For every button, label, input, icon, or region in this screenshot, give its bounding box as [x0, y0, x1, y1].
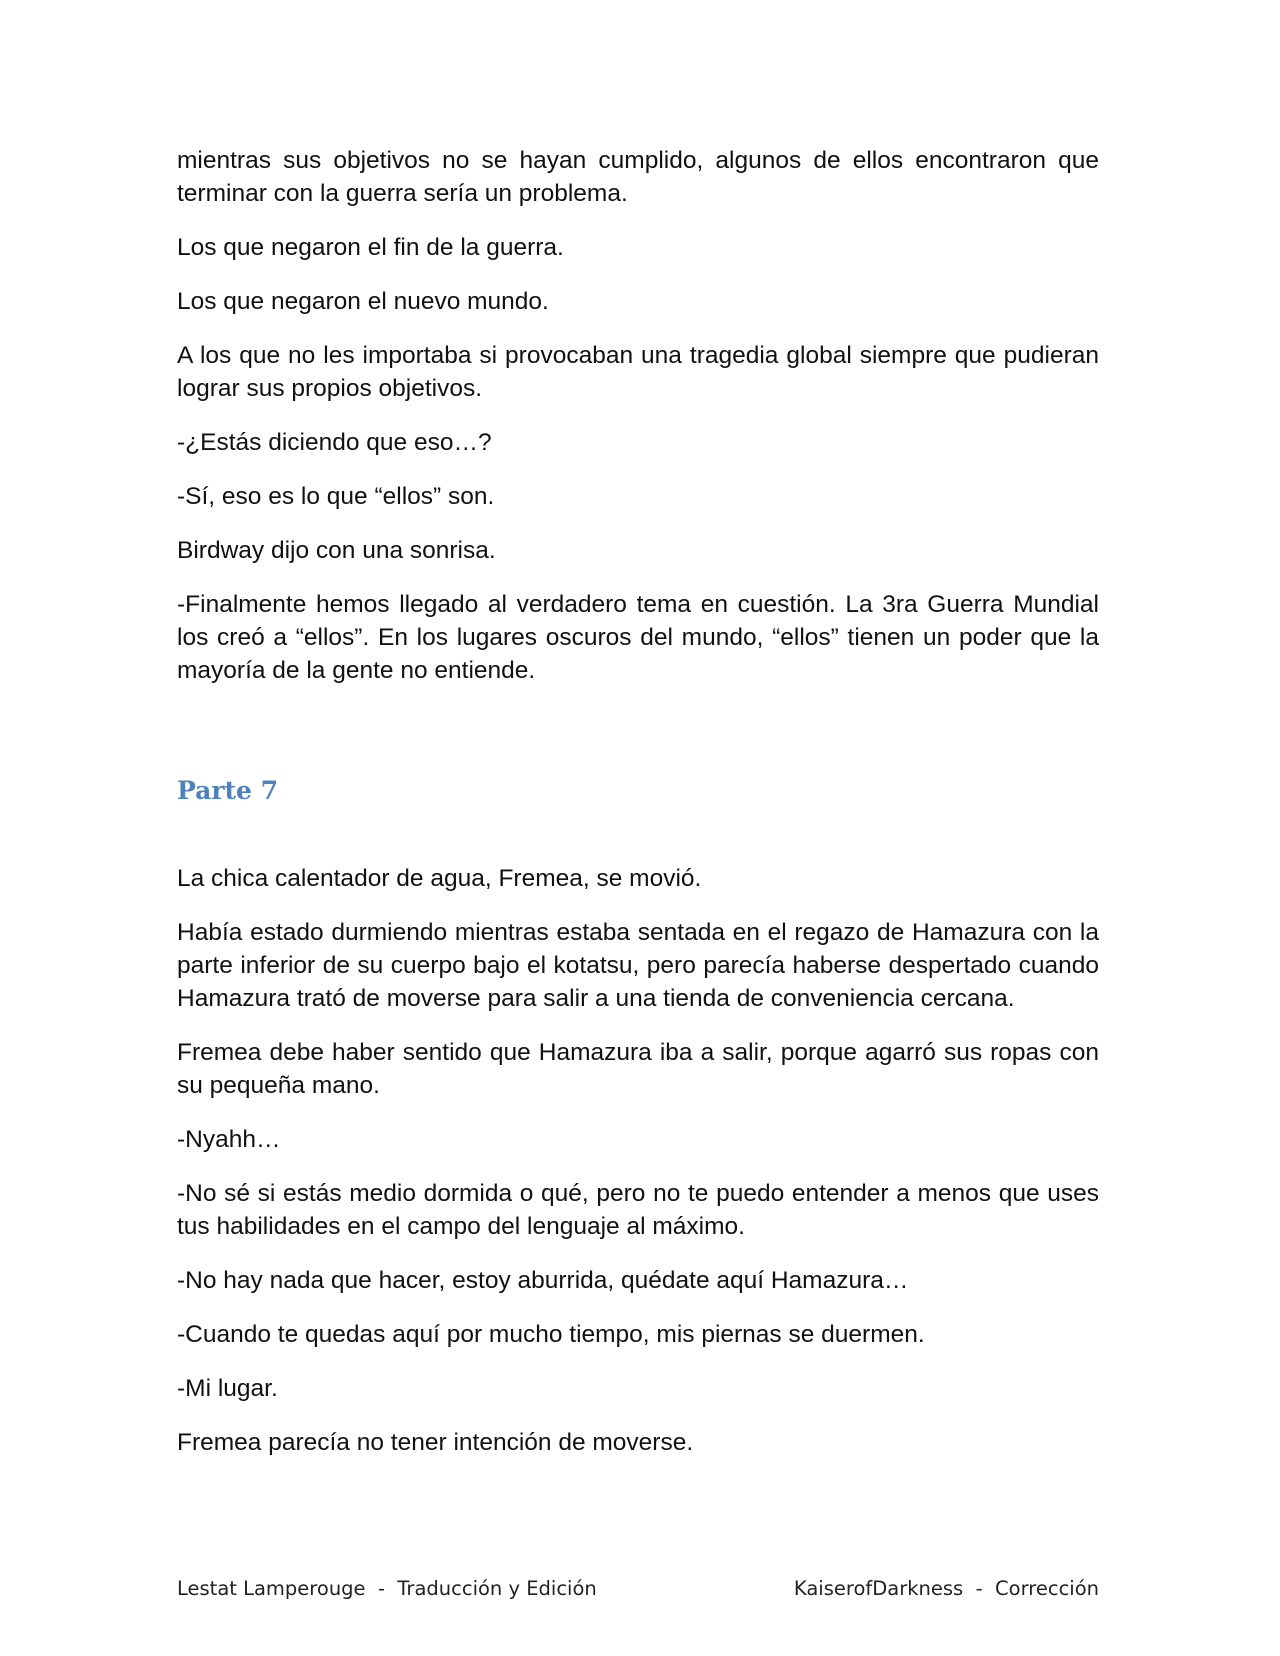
- section-heading: Parte 7: [177, 776, 279, 805]
- paragraph: -¿Estás diciendo que eso…?: [177, 429, 492, 456]
- paragraph: -Cuando te quedas aquí por mucho tiempo, mis piernas se duermen.: [177, 1321, 925, 1348]
- page-footer: [177, 1577, 1099, 1600]
- paragraph: -No sé si estás medio dormida o qué, pero no te puedo entender a menos que uses tus habilidades en el campo del lenguaje al máximo.: [177, 1180, 1099, 1240]
- paragraph: Birdway dijo con una sonrisa.: [177, 537, 496, 564]
- paragraph: Los que negaron el nuevo mundo.: [177, 288, 549, 315]
- paragraph: -No hay nada que hacer, estoy aburrida, quédate aquí Hamazura…: [177, 1267, 909, 1294]
- footer-credit-correction: KaiserofDarkness - Corrección: [793, 1577, 1099, 1600]
- paragraph: Había estado durmiendo mientras estaba sentada en el regazo de Hamazura con la parte inferior de su cuerpo bajo el kotatsu, pero parecía haberse despertado cuando Hamazura trató de moverse para salir a una tienda de conveniencia cercana.: [177, 919, 1099, 1012]
- paragraph: -Mi lugar.: [177, 1375, 278, 1402]
- footer-credit-translation: Lestat Lamperouge - Traducción y Edición: [177, 1577, 597, 1600]
- paragraph: La chica calentador de agua, Fremea, se movió.: [177, 865, 702, 892]
- paragraph: -Finalmente hemos llegado al verdadero tema en cuestión. La 3ra Guerra Mundial los creó a “ellos”. En los lugares oscuros del mundo, “ellos” tienen un poder que la mayoría de la gente no entiende.: [177, 591, 1099, 684]
- paragraph: Los que negaron el fin de la guerra.: [177, 234, 564, 261]
- paragraph: -Nyahh…: [177, 1126, 281, 1153]
- paragraph: Fremea debe haber sentido que Hamazura iba a salir, porque agarró sus ropas con su pequeña mano.: [177, 1039, 1099, 1099]
- page-body: [177, 144, 1099, 1480]
- paragraph: -Sí, eso es lo que “ellos” son.: [177, 483, 495, 510]
- paragraph: mientras sus objetivos no se hayan cumplido, algunos de ellos encontraron que terminar con la guerra sería un problema.: [177, 147, 1099, 207]
- paragraph: A los que no les importaba si provocaban una tragedia global siempre que pudieran lograr sus propios objetivos.: [177, 342, 1099, 402]
- paragraph: Fremea parecía no tener intención de moverse.: [177, 1429, 694, 1456]
